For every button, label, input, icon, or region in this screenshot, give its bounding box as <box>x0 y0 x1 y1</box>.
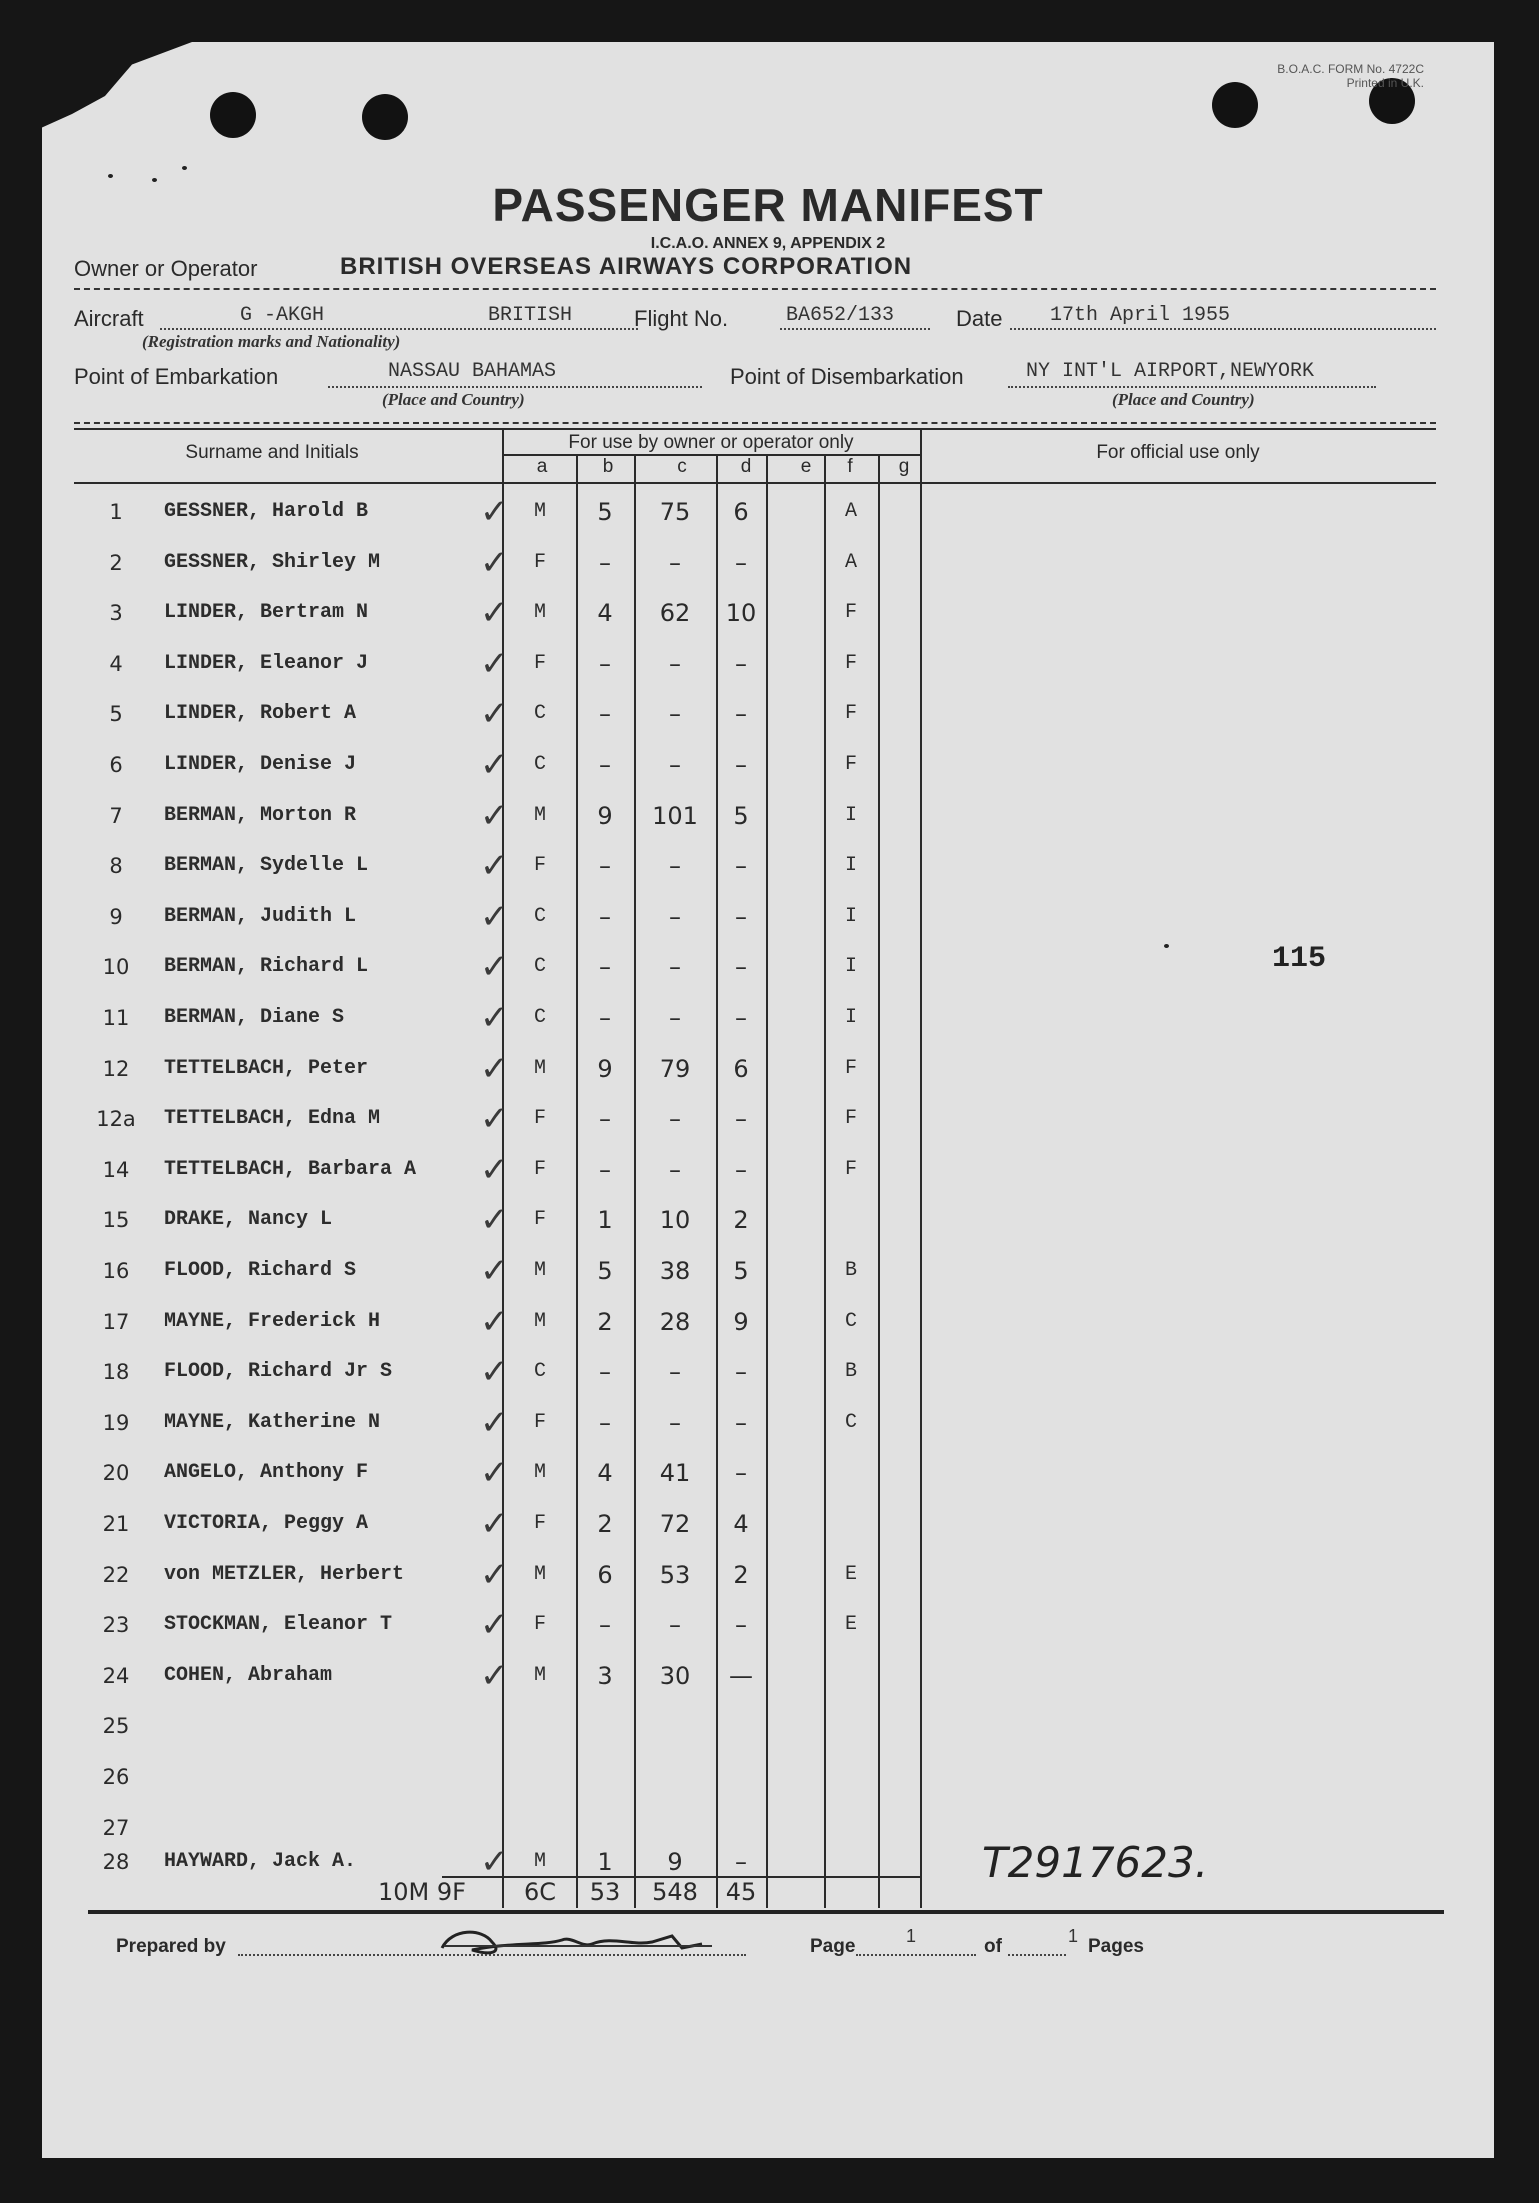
row-number: 1 <box>109 500 123 524</box>
check-mark-icon: ✓ <box>480 1555 509 1595</box>
table-top-rule <box>74 422 1436 424</box>
cell-f: F <box>844 702 857 725</box>
cell-b: – <box>599 1358 611 1386</box>
passenger-name: MAYNE, Frederick H <box>164 1310 381 1333</box>
cell-d: 2 <box>733 1206 749 1234</box>
embarkation-dotline <box>328 386 702 388</box>
cell-c: 75 <box>659 498 691 526</box>
aircraft-nationality: BRITISH <box>488 304 573 327</box>
date-label: Date <box>956 306 1003 331</box>
cell-d: – <box>735 549 747 577</box>
cell-a: M <box>533 1310 546 1333</box>
embarkation-note: (Place and Country) <box>382 390 525 409</box>
cell-a: F <box>533 1613 546 1636</box>
cell-c: – <box>669 1409 681 1437</box>
cell-b: – <box>599 700 611 728</box>
cell-c: 28 <box>659 1308 691 1336</box>
cell-d: 6 <box>733 498 749 526</box>
row-number: 20 <box>102 1461 130 1485</box>
row-number: 23 <box>102 1613 130 1637</box>
cell-b: 2 <box>597 1308 613 1336</box>
cell-b: – <box>599 1409 611 1437</box>
cell-f: B <box>844 1259 857 1282</box>
row-number: 10 <box>102 955 130 979</box>
cell-d: 6 <box>733 1055 749 1083</box>
header-bottom-rule <box>74 482 1436 484</box>
cell-a: M <box>533 1563 546 1586</box>
cell-f: C <box>844 1411 857 1434</box>
check-mark-icon: ✓ <box>480 1200 509 1240</box>
col-rule <box>766 454 768 1908</box>
cell-b: – <box>599 751 611 779</box>
cell-b: 4 <box>597 1459 613 1487</box>
passenger-name: LINDER, Robert A <box>164 702 357 725</box>
cell-f: B <box>844 1360 857 1383</box>
cell-a: M <box>533 601 546 624</box>
cell-b: 1 <box>597 1206 613 1234</box>
row-number: 25 <box>102 1714 130 1738</box>
cell-d: – <box>735 1459 747 1487</box>
cell-d: – <box>735 1004 747 1032</box>
passenger-name: STOCKMAN, Eleanor T <box>164 1613 393 1636</box>
row-number: 21 <box>102 1512 130 1536</box>
row-number: 2 <box>109 551 123 575</box>
cell-b: – <box>599 1105 611 1133</box>
cell-b: – <box>599 1004 611 1032</box>
cell-f: I <box>844 804 857 827</box>
col-rule <box>920 428 922 1908</box>
cell-c: 101 <box>652 802 698 830</box>
cell-a: C <box>533 702 546 725</box>
passenger-name: GESSNER, Harold B <box>164 500 369 523</box>
passenger-name: DRAKE, Nancy L <box>164 1208 333 1231</box>
col-rule <box>878 454 880 1908</box>
check-mark-icon: ✓ <box>480 897 509 937</box>
passenger-name: FLOOD, Richard S <box>164 1259 357 1282</box>
cell-d: 5 <box>733 802 749 830</box>
cell-d: – <box>735 1156 747 1184</box>
official-note: T2917623. <box>982 1838 1209 1887</box>
cell-b: 1 <box>597 1848 613 1876</box>
passenger-name: HAYWARD, Jack A. <box>164 1850 357 1873</box>
cell-b: – <box>599 953 611 981</box>
passenger-name: COHEN, Abraham <box>164 1664 333 1687</box>
of-dotline <box>1008 1954 1066 1956</box>
punch-hole <box>1212 82 1258 128</box>
divider <box>74 288 1436 290</box>
cell-a: C <box>533 1360 546 1383</box>
check-mark-icon: ✓ <box>480 593 509 633</box>
passenger-name: LINDER, Eleanor J <box>164 652 369 675</box>
check-mark-icon: ✓ <box>480 492 509 532</box>
check-mark-icon: ✓ <box>480 1656 509 1696</box>
cell-c: – <box>669 1105 681 1133</box>
totals-a: 6C <box>523 1878 557 1906</box>
cell-c: 41 <box>659 1459 691 1487</box>
aircraft-dotline <box>160 328 638 330</box>
cell-c: – <box>669 1004 681 1032</box>
cell-a: M <box>533 1259 546 1282</box>
cell-f: F <box>844 1158 857 1181</box>
passenger-name: LINDER, Bertram N <box>164 601 369 624</box>
check-mark-icon: ✓ <box>480 947 509 987</box>
col-e-header: e <box>800 456 812 477</box>
table-top-rule <box>74 428 1436 430</box>
passenger-name: VICTORIA, Peggy A <box>164 1512 369 1535</box>
passenger-name: TETTELBACH, Barbara A <box>164 1158 417 1181</box>
cell-d: 10 <box>725 599 757 627</box>
row-number: 19 <box>102 1411 130 1435</box>
signature <box>432 1922 732 1958</box>
row-number: 24 <box>102 1664 130 1688</box>
col-d-header: d <box>740 456 752 477</box>
check-mark-icon: ✓ <box>480 1251 509 1291</box>
check-mark-icon: ✓ <box>480 694 509 734</box>
cell-b: – <box>599 1156 611 1184</box>
passenger-name: GESSNER, Shirley M <box>164 551 381 574</box>
cell-f: E <box>844 1563 857 1586</box>
official-header: For official use only <box>1096 442 1260 463</box>
cell-b: – <box>599 650 611 678</box>
cell-c: 72 <box>659 1510 691 1538</box>
cell-c: – <box>669 650 681 678</box>
cell-a: M <box>533 1057 546 1080</box>
row-number: 8 <box>109 854 123 878</box>
passenger-name: BERMAN, Diane S <box>164 1006 345 1029</box>
cell-d: – <box>735 751 747 779</box>
check-mark-icon: ✓ <box>480 1605 509 1645</box>
cell-a: M <box>533 500 546 523</box>
cell-f: F <box>844 1107 857 1130</box>
cell-a: M <box>533 1664 546 1687</box>
torn-corner <box>42 42 192 132</box>
cell-b: 4 <box>597 599 613 627</box>
passenger-name: BERMAN, Morton R <box>164 804 357 827</box>
disembarkation-value: NY INT'L AIRPORT,NEWYORK <box>1026 360 1315 383</box>
page-value: 1 <box>906 1926 917 1946</box>
owner-label: Owner or Operator <box>74 256 258 281</box>
table-bottom-rule <box>88 1910 1444 1914</box>
passenger-name: ANGELO, Anthony F <box>164 1461 369 1484</box>
owner-value: BRITISH OVERSEAS AIRWAYS CORPORATION <box>340 253 913 280</box>
punch-hole <box>210 92 256 138</box>
row-number: 6 <box>109 753 123 777</box>
cell-c: 10 <box>659 1206 691 1234</box>
cell-f: I <box>844 854 857 877</box>
cell-a: C <box>533 955 546 978</box>
row-number: 18 <box>102 1360 130 1384</box>
cell-f: F <box>844 1057 857 1080</box>
cell-a: F <box>533 854 546 877</box>
cell-c: – <box>669 903 681 931</box>
row-number: 12a <box>96 1107 136 1131</box>
check-mark-icon: ✓ <box>480 543 509 583</box>
check-mark-icon: ✓ <box>480 1504 509 1544</box>
cell-d: 9 <box>733 1308 749 1336</box>
cell-d: – <box>735 1409 747 1437</box>
check-mark-icon: ✓ <box>480 998 509 1038</box>
col-b-header: b <box>602 456 614 477</box>
passenger-name: TETTELBACH, Edna M <box>164 1107 381 1130</box>
operator-header: For use by owner or operator only <box>568 432 854 453</box>
check-mark-icon: ✓ <box>480 796 509 836</box>
cell-c: 62 <box>659 599 691 627</box>
totals-c: 548 <box>652 1878 698 1906</box>
passenger-name: FLOOD, Richard Jr S <box>164 1360 393 1383</box>
passenger-name: von METZLER, Herbert <box>164 1563 405 1586</box>
cell-c: – <box>669 1611 681 1639</box>
row-number: 15 <box>102 1208 130 1232</box>
row-number: 22 <box>102 1563 130 1587</box>
cell-c: – <box>669 700 681 728</box>
cell-d: 5 <box>733 1257 749 1285</box>
row-number: 26 <box>102 1765 130 1789</box>
cell-c: 30 <box>659 1662 691 1690</box>
check-mark-icon: ✓ <box>480 1352 509 1392</box>
row-number: 7 <box>109 804 123 828</box>
page-label: Page <box>810 1936 856 1957</box>
cell-d: – <box>735 953 747 981</box>
check-mark-icon: ✓ <box>480 1302 509 1342</box>
cell-c: – <box>669 751 681 779</box>
cell-a: C <box>533 1006 546 1029</box>
flight-dotline <box>780 328 930 330</box>
cell-b: 2 <box>597 1510 613 1538</box>
cell-c: – <box>669 1156 681 1184</box>
cell-f: C <box>844 1310 857 1333</box>
cell-f: F <box>844 652 857 675</box>
aircraft-registration: G -AKGH <box>240 304 325 327</box>
passenger-name: TETTELBACH, Peter <box>164 1057 369 1080</box>
cell-a: M <box>533 804 546 827</box>
cell-c: 38 <box>659 1257 691 1285</box>
totals-label: 10M 9F <box>378 1878 466 1906</box>
row-number: 11 <box>102 1006 130 1030</box>
cell-d: 4 <box>733 1510 749 1538</box>
cell-f: F <box>844 753 857 776</box>
row-number: 5 <box>109 702 123 726</box>
row-number: 28 <box>102 1850 130 1874</box>
cell-b: – <box>599 903 611 931</box>
cell-a: F <box>533 551 546 574</box>
row-number: 4 <box>109 652 123 676</box>
check-mark-icon: ✓ <box>480 745 509 785</box>
passenger-name: LINDER, Denise J <box>164 753 357 776</box>
of-value: 1 <box>1068 1926 1079 1946</box>
embarkation-value: NASSAU BAHAMAS <box>388 360 557 383</box>
row-number: 3 <box>109 601 123 625</box>
check-mark-icon: ✓ <box>480 1150 509 1190</box>
row-number: 12 <box>102 1057 130 1081</box>
col-c-header: c <box>677 456 687 477</box>
page-subtitle: I.C.A.O. ANNEX 9, APPENDIX 2 <box>650 235 886 252</box>
stamp-number: 115 <box>1272 942 1327 976</box>
check-mark-icon: ✓ <box>480 1842 509 1882</box>
col-a-header: a <box>536 456 548 477</box>
surname-header: Surname and Initials <box>185 442 359 463</box>
cell-a: M <box>533 1850 546 1873</box>
check-mark-icon: ✓ <box>480 1453 509 1493</box>
col-f-header: f <box>847 456 853 477</box>
cell-b: – <box>599 852 611 880</box>
row-number: 17 <box>102 1310 130 1334</box>
cell-c: 79 <box>659 1055 691 1083</box>
cell-d: – <box>735 903 747 931</box>
cell-d: – <box>735 1848 747 1876</box>
cell-d: – <box>735 1358 747 1386</box>
cell-c: – <box>669 852 681 880</box>
passenger-name: BERMAN, Judith L <box>164 905 357 928</box>
cell-a: F <box>533 1512 546 1535</box>
cell-a: F <box>533 1208 546 1231</box>
cell-c: 53 <box>659 1561 691 1589</box>
cell-d: – <box>735 650 747 678</box>
cell-d: — <box>729 1662 753 1690</box>
cell-d: – <box>735 700 747 728</box>
cell-c: – <box>669 1358 681 1386</box>
cell-a: F <box>533 1107 546 1130</box>
check-mark-icon: ✓ <box>480 1099 509 1139</box>
cell-b: – <box>599 1611 611 1639</box>
totals-d: 45 <box>725 1878 757 1906</box>
cell-f: A <box>844 500 857 523</box>
cell-b: 6 <box>597 1561 613 1589</box>
check-mark-icon: ✓ <box>480 644 509 684</box>
passenger-name: BERMAN, Richard L <box>164 955 369 978</box>
aircraft-note: (Registration marks and Nationality) <box>142 332 401 351</box>
cell-d: – <box>735 1611 747 1639</box>
cell-b: 9 <box>597 802 613 830</box>
date-value: 17th April 1955 <box>1050 304 1231 327</box>
cell-f: F <box>844 601 857 624</box>
aircraft-label: Aircraft <box>74 306 144 331</box>
cell-c: 9 <box>667 1848 683 1876</box>
cell-b: 5 <box>597 498 613 526</box>
totals-b: 53 <box>589 1878 621 1906</box>
cell-a: F <box>533 1158 546 1181</box>
embarkation-label: Point of Embarkation <box>74 364 279 389</box>
cell-d: – <box>735 852 747 880</box>
cell-a: C <box>533 905 546 928</box>
cell-a: M <box>533 1461 546 1484</box>
form-number: B.O.A.C. FORM No. 4722C Printed in U.K. <box>1277 62 1424 90</box>
speck <box>1164 944 1169 948</box>
cell-f: I <box>844 955 857 978</box>
check-mark-icon: ✓ <box>480 1049 509 1089</box>
date-dotline <box>1010 328 1436 330</box>
page-title: PASSENGER MANIFEST <box>492 179 1044 231</box>
row-number: 9 <box>109 905 123 929</box>
row-number: 16 <box>102 1259 130 1283</box>
row-number: 27 <box>102 1816 130 1840</box>
row-number: 14 <box>102 1158 130 1182</box>
cell-a: C <box>533 753 546 776</box>
cell-f: I <box>844 905 857 928</box>
cell-b: 3 <box>597 1662 613 1690</box>
check-mark-icon: ✓ <box>480 1403 509 1443</box>
flight-number: BA652/133 <box>786 304 895 327</box>
passenger-name: BERMAN, Sydelle L <box>164 854 369 877</box>
pages-label: Pages <box>1088 1936 1144 1957</box>
disembarkation-dotline <box>1008 386 1376 388</box>
cell-b: 5 <box>597 1257 613 1285</box>
cell-a: F <box>533 1411 546 1434</box>
cell-a: F <box>533 652 546 675</box>
cell-b: – <box>599 549 611 577</box>
passenger-name: MAYNE, Katherine N <box>164 1411 381 1434</box>
cell-f: A <box>844 551 857 574</box>
cell-f: I <box>844 1006 857 1029</box>
of-label: of <box>984 1936 1002 1957</box>
manifest-sheet <box>42 42 1494 2158</box>
cell-c: – <box>669 549 681 577</box>
flight-label: Flight No. <box>634 306 729 331</box>
cell-b: 9 <box>597 1055 613 1083</box>
check-mark-icon: ✓ <box>480 846 509 886</box>
page-dotline <box>856 1954 976 1956</box>
cell-d: 2 <box>733 1561 749 1589</box>
cell-c: – <box>669 953 681 981</box>
disembarkation-note: (Place and Country) <box>1112 390 1255 409</box>
punch-hole <box>362 94 408 140</box>
speck <box>182 166 187 170</box>
disembarkation-label: Point of Disembarkation <box>730 364 964 389</box>
prepared-label: Prepared by <box>116 1936 226 1957</box>
col-g-header: g <box>898 456 910 477</box>
cell-d: – <box>735 1105 747 1133</box>
cell-f: E <box>844 1613 857 1636</box>
